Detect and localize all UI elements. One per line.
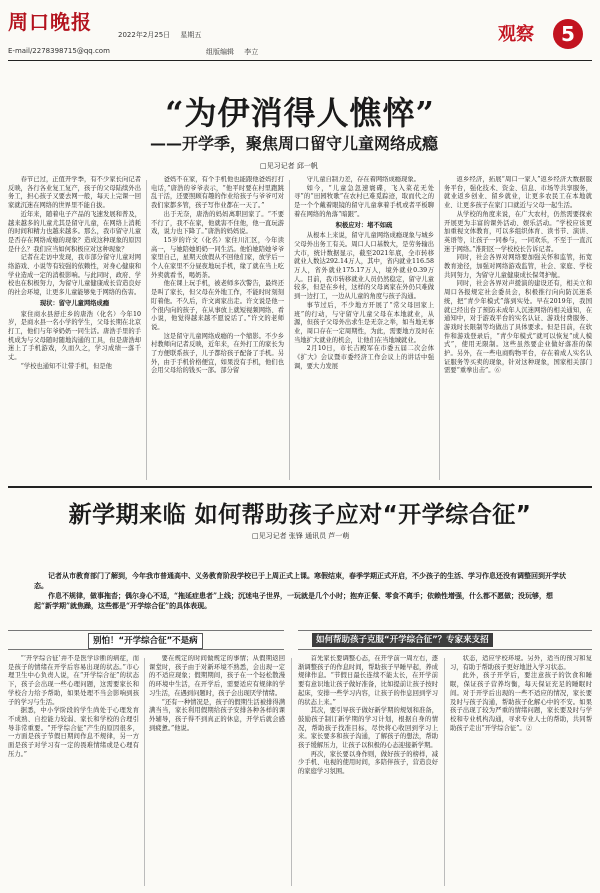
article1-column-3 (294, 176, 434, 481)
paragraph: 再次，家长要以身作则，做好孩子的榜样，减少手机、电视的使用时间，多陪伴孩子，营造良好的家庭学习氛围。 (298, 750, 438, 776)
article2-column-4 (450, 655, 592, 887)
intro-paragraph: 作息不规律，做事拖沓；偶尔身心不适，“拖延症患者”上线；沉迷电子世界，一玩就是几个小时；抱弃正餐、零食不离手；依赖性增强，什么都不愿做；没玩够，想起“新学期”就焦躁，这些都是“开学综合征”的具体表现。 (34, 591, 554, 610)
paragraph: 返乡经济，拓展“周口一家人”返乡经济大数据服务平台，强化技术、资金、信息、市场等共享服务，就业返乡创业、留乡就业，让更多农民工在本地就业、让更多孩子在家门口就近与父母一起生活。 (444, 176, 592, 210)
article1-column-1 (8, 176, 141, 481)
article2-column-1 (8, 655, 139, 887)
intro-paragraph: 记者从市教育部门了解到，今年我市普通高中、义务教育阶段学校已于上周正式上课。寒假结束，春季学期正式开启，不少孩子的生活、学习作息还没有调整回到开学状态。 (34, 571, 566, 590)
article1-subheading: 积极应对：堵不如疏 (335, 221, 393, 229)
layout-editor (206, 47, 266, 57)
paragraph: 状态，适应学校环境。另外，适当的预习和复习，有助于帮助孩子更好地进入学习状态。 (450, 655, 592, 671)
date-text: 2022年2月25日 (118, 31, 171, 39)
paragraph-text: 同时，社会各界对声援演的建设还有，相关立和周口各报规定社会委员会，积极推行向向防沉迷系统，把“青少年模式”落到实处。早在2019年，我国就已经出台了预防未成年人沉迷网络的相关通知，在通知中，对于游戏平台的实名认证、游戏付费服务、游戏时长限制等均做出了具体要求。但是目前，在软件和游戏登录后，“青少年模式”就可以恢复“成人模式”，使用无限制。这些虽然要企业做好落准的保护。另外，在一些电商购物平台，存在着成人实名认证服务等买卖的现象，针对这种现象，国家相关部门需要“重拳出击”。 (444, 280, 592, 375)
paragraph: 春节已过，正值开学季，有不少家长向记者反映，各行各业复工复产，孩子的父母陆续外出务工，担心孩子又要去网一般，每天上完课一回家就沉迷在网络的世界里不能自拔。 (8, 176, 141, 210)
column-divider (444, 658, 445, 886)
article2-column-2 (149, 655, 285, 887)
paragraph: 爸妈不在家，有个手机他也能跟他爸妈打打电话，”唐浩的爷爷表示，“他平时要在村里跑跳乱干活，还要照顾有趣的作业给孩子与爷爷可对我们家都多管，孩子写作业都在一天了。” (151, 176, 284, 210)
article1-subheading: 现状：留守儿童网络成瘾 (39, 299, 110, 307)
paragraph (450, 672, 592, 733)
paragraph: 这是留守儿童网络成瘾的一个缩影。不少乡村教师向记者反映，近年来，在外打工的家长为了方便联系孩子，儿子都给孩子配备了手机。另外，由于手机价格便宜，如果没有手机，他们也会用父母给的钱买一部。部分留 (151, 332, 284, 375)
section-title: 观察 (498, 24, 534, 45)
paragraph: 他在课上玩手机，被老师多次警告，最终还是叫了家长，但父母在外地工作，不能时时刻刻盯着他。不久后，许文离家出走。许文说是他一个很内向的孩子，在从事放上就短视频网络、看小说，他觉得越来越不愿说话了。”许文的老师说。 (151, 280, 284, 331)
paragraph: 记者在走访中发现，我市部分留守儿童对网络游戏、小说等有较强的依赖性，对身心健康和学业造成一定的消极影响。与此同时，政府、学校也在积极努力，为留守儿童健康成长营造良好的社会环境，让更多儿童能够免于网络的伤害。 (8, 254, 141, 297)
paragraph: 家住商水县舒庄乡的唐浩（化名）今年10岁，是商水县一名小学的学生，父母长期在北京打工，他们与年爷奶奶一同生活。唐浩手里的手机成为与父母随时随地沟通的工具，但是唐浩却迷上了手机游戏，久而久之，学习成绩一落千丈。 (8, 310, 141, 362)
article1-column-4 (444, 176, 592, 481)
paragraph: “还有一种情况是，孩子的假期生活被排得满满当当，家长利用假期给孩子安排各种各样的课外辅导，孩子得不到真正的休息，开学后就会感到疲惫。”他说。 (149, 698, 285, 732)
paragraph: 事节过后，不少地方开展了“常父母回家上班”的行动，与守留守儿童父母在本地就业，从源，但孩子父母外出求生是无奈之举，如当地无事业，周口存在一定周期性，为此，需要地方及时在当地扩大就业的机会，让他们在当地城就业。 (294, 301, 434, 344)
contact-email: E-mail/2278398715@qq.com (8, 47, 110, 55)
paragraph: 从根本上来说，留守儿童网络成瘾现象与城乡父母外出务工有关。周口人口基数大，是劳务输出大市，统计数据显示，截至2021年底，全市转移就业人数达292.14万人，其中，省内就业116.58万人，省外就业175.17万人，境外就业0.39万人。目前，我市转移就业人员仍然稳定，留守儿童较多，但是在乡村，这样的父母离家在外仍只难做到一边打工，一边从儿童的角度与孩子沟通。 (294, 232, 434, 301)
paragraph: “学校也通知不让带手机，但是他 (20, 362, 112, 370)
paragraph: 从学校的角度来说，在广大农村，仍然需要探索开展更为丰富的课外活动、娱乐活动。“学校应该更加重视文体教育，可以多组织体育、读书节、演讲、英语等，让孩子一同参与，一同欢乐，不至于一直沉迷于网络。”淮阳区一学校校长告诉记者。 (444, 210, 592, 253)
article2-intro (34, 571, 568, 611)
article2-byline: □见习记者 张锋 通讯员 芦一萌 (252, 532, 350, 540)
article1-byline: □见习记者 邱一帆 (260, 162, 318, 170)
article1-headline: “为伊消得人憔悴” (165, 94, 435, 132)
article1-subheadline: ——开学季，聚焦周口留守儿童网络成瘾 (150, 134, 439, 153)
column-divider (439, 180, 440, 480)
section-divider (8, 486, 592, 488)
subheading-bar-left (8, 630, 284, 650)
subheading-bar-right (298, 630, 592, 650)
newspaper-logo: 周口晚报 (8, 10, 92, 34)
masthead (0, 0, 600, 64)
end-mark: ② (525, 724, 533, 732)
paragraph: 据悉，中小学阶段的学生尚处于心理发育不成熟、自控能力较弱、家长和学校的合理引导非常重要。“开学综合征”产生的原因很多，一方面是孩子节假日期间作息不规律，另一方面是孩子对学习有一定的畏难情绪或是心理有压力。” (8, 707, 139, 758)
paragraph: 其次，要引导孩子做好新学期的规划和准备，鼓励孩子制订新学期的学习计划，根据自身的情况，帮助孩子找准目标，尽快将心收回到学习上来。家长要多和孩子沟通，了解孩子的想法，帮助孩子缓解压力，让孩子以积极的心态迎接新学期。 (298, 707, 438, 750)
paragraph (444, 280, 592, 376)
column-divider (289, 180, 290, 480)
column-divider (144, 658, 145, 886)
article2-column-3 (298, 655, 438, 887)
paragraph: 如今，“儿童急忽速寰碟，飞入菜花无处寻”的“田园牧歌”在农村已难觅踪迹，取而代之的是一个个戴着眼镜的留守儿童拿着手机或者平板聊着在网络的角落“暗跟”。 (294, 184, 434, 218)
paragraph-text: 此外，孩子开学后，要注意孩子的饮食和睡眠，保证孩子营养均衡，每天保证充足的睡眠时间。对于开学后出现的一些不适应的情况，家长要及时与孩子沟通，帮助孩子化解心中的不安。如果孩子出现了较为严重的情绪问题，家长要及时与学校和专业机构沟通，寻求专业人士的帮助，共同帮助孩子走出“开学综合征”。 (450, 672, 592, 732)
page-number-badge: 5 (553, 19, 583, 49)
editor-name: 李立 (244, 48, 259, 56)
article1-column-2 (151, 176, 284, 481)
article2-subheading-left: 别怕！“开学综合征”不是病 (88, 633, 203, 649)
column-divider (291, 658, 292, 886)
paragraph: 守儿童自制力差，存在着网络成瘾现象。 (306, 176, 420, 183)
paragraph: 要在规定的时间做规定的事情；从假期返回课堂时，孩子由于对新环境不熟悉，会出现一定的不适应现象；假期期间，孩子在一个轻松散漫的环境中生活，在开学后，需要适应有规律的学习生活，在遇到问题时，孩子会出现厌学情绪。 (149, 655, 285, 697)
paragraph: 出于无奈，唐浩的妈妈离职回家了。“不要不行了，我不在家，他就害不住他，他一直玩游戏，说力也下降了。”唐浩的妈妈说。 (151, 210, 284, 236)
paragraph: “‘开学综合征’并不是医学诊断的病症，而是孩子的情绪在开学后容易出现的状态。”市心理卫生中心负责人说，在“开学综合征”的状态下，孩子会出现一些心理问题，这需要家长和学校合力给予帮助，如果处理不当会影响到孩子的学习与生活。 (8, 655, 139, 706)
paragraph: 首先家长要调整心态，在开学前一周左右，逐渐调整孩子的作息时间，帮助孩子早睡早起，养成规律作息。“节假日最长连续不能太长，在开学前要有意识地让孩子做好准备，比如提前让孩子按时起床，安排一些学习内容，让孩子的作息回到学习的状态上来。” (298, 655, 438, 706)
column-divider (146, 180, 147, 480)
article2-subheading-right: 如何帮助孩子克服“开学综合征”？专家来支招 (312, 633, 493, 647)
weekday-text: 星期五 (180, 31, 202, 39)
issue-date (118, 30, 209, 40)
editor-label: 组版编辑 (206, 48, 234, 56)
masthead-divider (8, 60, 592, 61)
paragraph: 15岁的许文（化名）家住川汇区，今年读高一，与她陪她奶奶一同生活。他怕她陪她爷爷家里自己，星期天放假从不回他们家，放学后一个人在家里不分昼夜地玩手机，缘了就在当上吃外卖就看书，喝奶茶。 (151, 236, 284, 279)
paragraph: 2月10日，市长吉殿军在市委五届二次会体《扩大》会议暨市委经济工作会议上的讲话中强调，要大力发展 (294, 345, 434, 370)
paragraph: 同时，社会各界对网络要加强关怀和监管，拓宽教育途径，加强对网络游戏监管，社会、家庭、学校共同努力，为留守儿童健康成长保驾护航。 (444, 254, 592, 279)
paragraph: 近年来，随着电子产品的飞速发展和普及，越来越多的儿童尤其是留守儿童，在网络上消耗的时间和精力也越来越多。那么，我市留守儿童是否存在网络成瘾的现象？造成这种现象的原因是什么？我们应当如何积极应对这种现象？ (8, 210, 141, 253)
end-mark: ⑥ (494, 367, 501, 375)
article2-headline: 新学期来临 如何帮助孩子应对“开学综合征” (68, 502, 532, 528)
